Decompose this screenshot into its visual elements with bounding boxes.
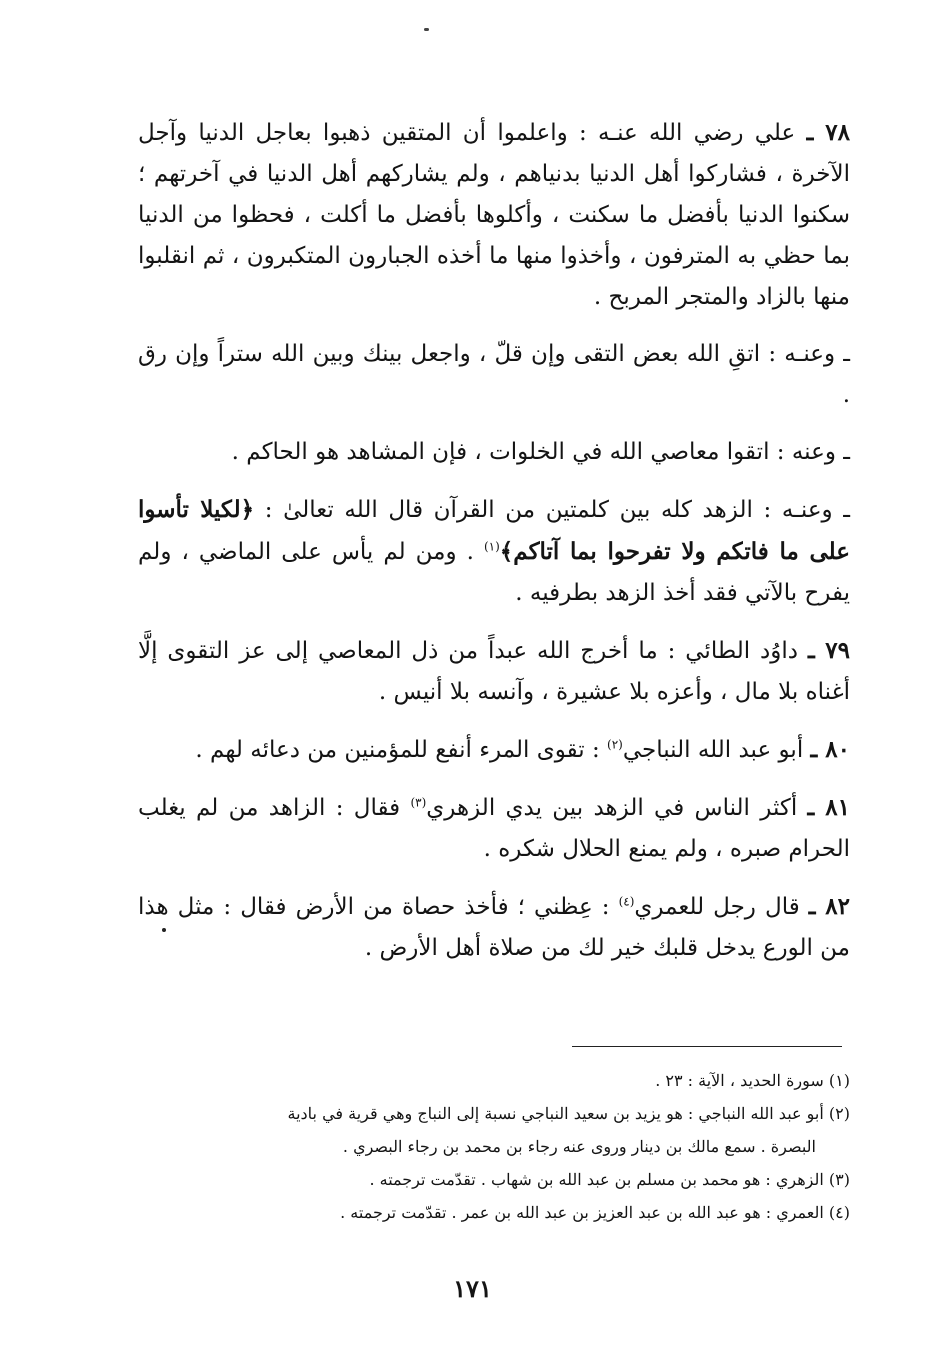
footnotes — [138, 1064, 850, 1229]
scan-speck — [424, 28, 429, 31]
footnote-4: (٤) العمري : هو عبد الله بن عبد العزيز بن عبد الله بن عمر . تقدّمت ترجمته . — [340, 1203, 850, 1222]
paragraph-78-c — [138, 432, 850, 473]
paragraph-80 — [138, 729, 850, 771]
quran-verse: ﴿لكيلا تأسوا على ما فاتكم ولا تفرحوا بما آتاكم﴾ — [138, 496, 850, 565]
paragraph-text: أكثر الناس في الزهد بين يدي الزهري — [426, 795, 798, 821]
footnote-3: (٣) الزهري : هو محمد بن مسلم بن عبد الله بن شهاب . تقدّمت ترجمته . — [369, 1170, 850, 1189]
paragraph-79 — [138, 630, 850, 713]
paragraph-number: ٧٨ ـ — [806, 119, 850, 146]
paragraph-number: ٧٩ ـ — [807, 637, 851, 664]
footnote-2-continuation: البصرة . سمع مالك بن دينار وروى عنه رجاء بن محمد بن رجاء البصري . — [342, 1137, 816, 1156]
paragraph-78-b — [138, 334, 850, 416]
paragraph-text: أبو عبد الله النباجي — [622, 737, 804, 763]
paragraph-78-d — [138, 489, 850, 614]
footnote-ref: (٤) — [618, 894, 635, 909]
paragraph-text: ـ وعنه : اتقوا معاصي الله في الخلوات ، فإن المشاهد هو الحاكم . — [231, 439, 850, 465]
paragraph-text: علي رضي الله عنـه : واعلموا أن المتقين ذهبوا بعاجل الدنيا وآجل الآخرة ، فشاركوا أهل الدنيا بدنياهم ، ولم يشاركهم أهل الدنيا في آخرتهم ؛ سكنوا الدنيا بأفضل ما سكنت ، وأكلوها بأفضل ما أكلت ، فحظوا من الدنيا بما حظي به المترفون ، وأخذوا منها ما أخذه الجبارون المتكبرون ، ثم انقلبوا منها بالزاد والمتجر المربح . — [138, 120, 850, 310]
footnote-2: (٢) أبو عبد الله النباجي : هو يزيد بن سعيد النباجي نسبة إلى النباج وهي قرية في بادية — [287, 1104, 850, 1123]
paragraph-text: داوُد الطائي : ما أخرج الله عبداً من ذل المعاصي إلى عز التقوى إلَّا أغناه بلا مال ، وأعزه بلا عشيرة ، وآنسه بلا أنيس . — [138, 638, 850, 705]
footnote-ref: (١) — [483, 539, 500, 554]
paragraph-text: قال رجل للعمري — [634, 894, 800, 920]
paragraph-number: ٨٢ ـ — [808, 893, 850, 920]
paragraph-text: . ومن لم يأس على الماضي ، ولم يفرح بالآتي فقد أخذ الزهد بطرفيه . — [138, 539, 850, 606]
paragraph-number: ٨٠ ـ — [810, 736, 850, 763]
paragraph-81 — [138, 787, 850, 870]
footnote-divider — [572, 1046, 842, 1047]
footnote-1: (١) سورة الحديد ، الآية : ٢٣ . — [655, 1071, 850, 1090]
paragraph-text: : تقوى المرء أنفع للمؤمنين من دعائه لهم . — [195, 737, 608, 763]
page-number: ١٧١ — [453, 1274, 492, 1303]
footnote-ref: (٣) — [410, 795, 427, 810]
paragraph-78 — [138, 112, 850, 318]
paragraph-text: : عِظني ؛ فأخذ حصاة من الأرض فقال : مثل هذا من الورع يدخل قلبك خير لك من صلاة أهل الأرض . — [138, 894, 850, 961]
paragraph-text: ـ وعنـه : اتقِ الله بعض التقى وإن قلّ ، واجعل بينك وبين الله ستراً وإن رق . — [138, 341, 850, 408]
footnote-ref: (٢) — [607, 737, 623, 752]
main-text — [138, 112, 850, 985]
paragraph-text: فقال : الزاهد من لم يغلب الحرام صبره ، ولم يمنع الحلال شكره . — [138, 795, 850, 862]
paragraph-82 — [138, 886, 850, 969]
paragraph-number: ٨١ ـ — [807, 794, 851, 821]
paragraph-text: ـ وعنـه : الزهد كله بين كلمتين من القرآن قال الله تعالىٰ : — [254, 497, 851, 523]
